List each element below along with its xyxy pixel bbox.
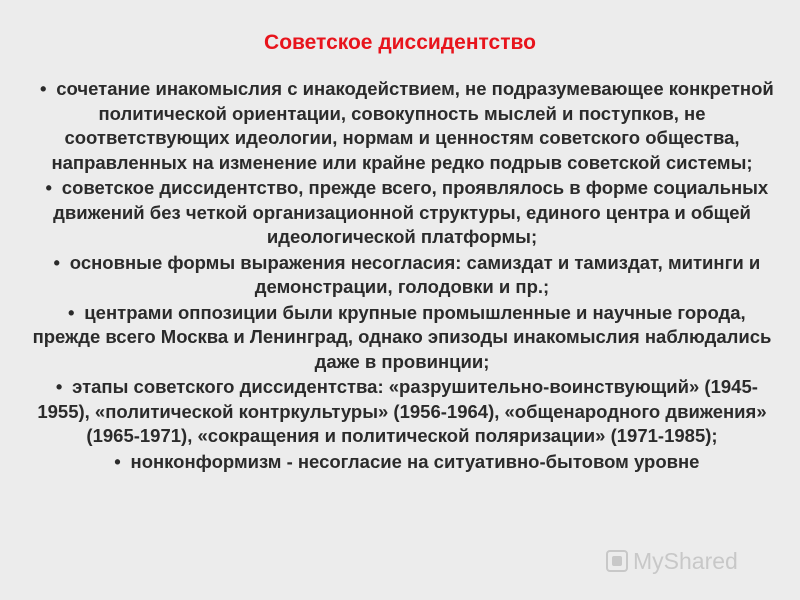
bullet-icon: • bbox=[55, 376, 63, 397]
myshared-logo-icon bbox=[606, 550, 628, 572]
bullet-icon: • bbox=[45, 177, 53, 198]
watermark bbox=[606, 545, 738, 577]
list-item bbox=[22, 176, 782, 250]
list-item-text: советское диссидентство, прежде всего, проявлялось в форме социальных движений без четкой организационной структуры, единого центра и общей идеологической платформы; bbox=[53, 177, 769, 247]
list-item-text: центрами оппозиции были крупные промышленные и научные города, прежде всего Москва и Ленинград, однако эпизоды инакомыслия наблюдались даже в провинции; bbox=[32, 301, 772, 372]
list-item bbox=[22, 301, 782, 375]
bullet-icon: • bbox=[68, 301, 75, 323]
bullet-icon: • bbox=[53, 251, 61, 273]
slide-title: Советское диссидентство bbox=[264, 31, 536, 54]
bullet-list bbox=[22, 77, 782, 475]
watermark-text: MyShared bbox=[633, 547, 738, 574]
list-item bbox=[22, 251, 782, 300]
list-item bbox=[22, 77, 782, 175]
list-item-text: нонконформизм - несогласие на ситуативно-бытовом уровне bbox=[130, 450, 700, 472]
list-item-text: основные формы выражения несогласия: самиздат и тамиздат, митинги и демонстрации, голодовки и пр.; bbox=[69, 251, 761, 297]
list-item bbox=[22, 450, 782, 475]
list-item bbox=[22, 375, 782, 449]
bullet-icon: • bbox=[114, 450, 121, 472]
bullet-icon: • bbox=[39, 78, 47, 99]
list-item-text: сочетание инакомыслия с инакодействием, не подразумевающее конкретной политической ориентации, совокупность мыслей и поступков, не соответствующих идеологии, нормам и ценностям советского общества, направленных на изменение или крайне редко подрыв советской системы; bbox=[51, 78, 774, 173]
list-item-text: этапы советского диссидентства: «разрушительно-воинствующий» (1945-1955), «политической контркультуры» (1956-1964), «общенародного движения» (1965-1971), «сокращения и политической поляризации» (1971-1985); bbox=[37, 376, 767, 446]
